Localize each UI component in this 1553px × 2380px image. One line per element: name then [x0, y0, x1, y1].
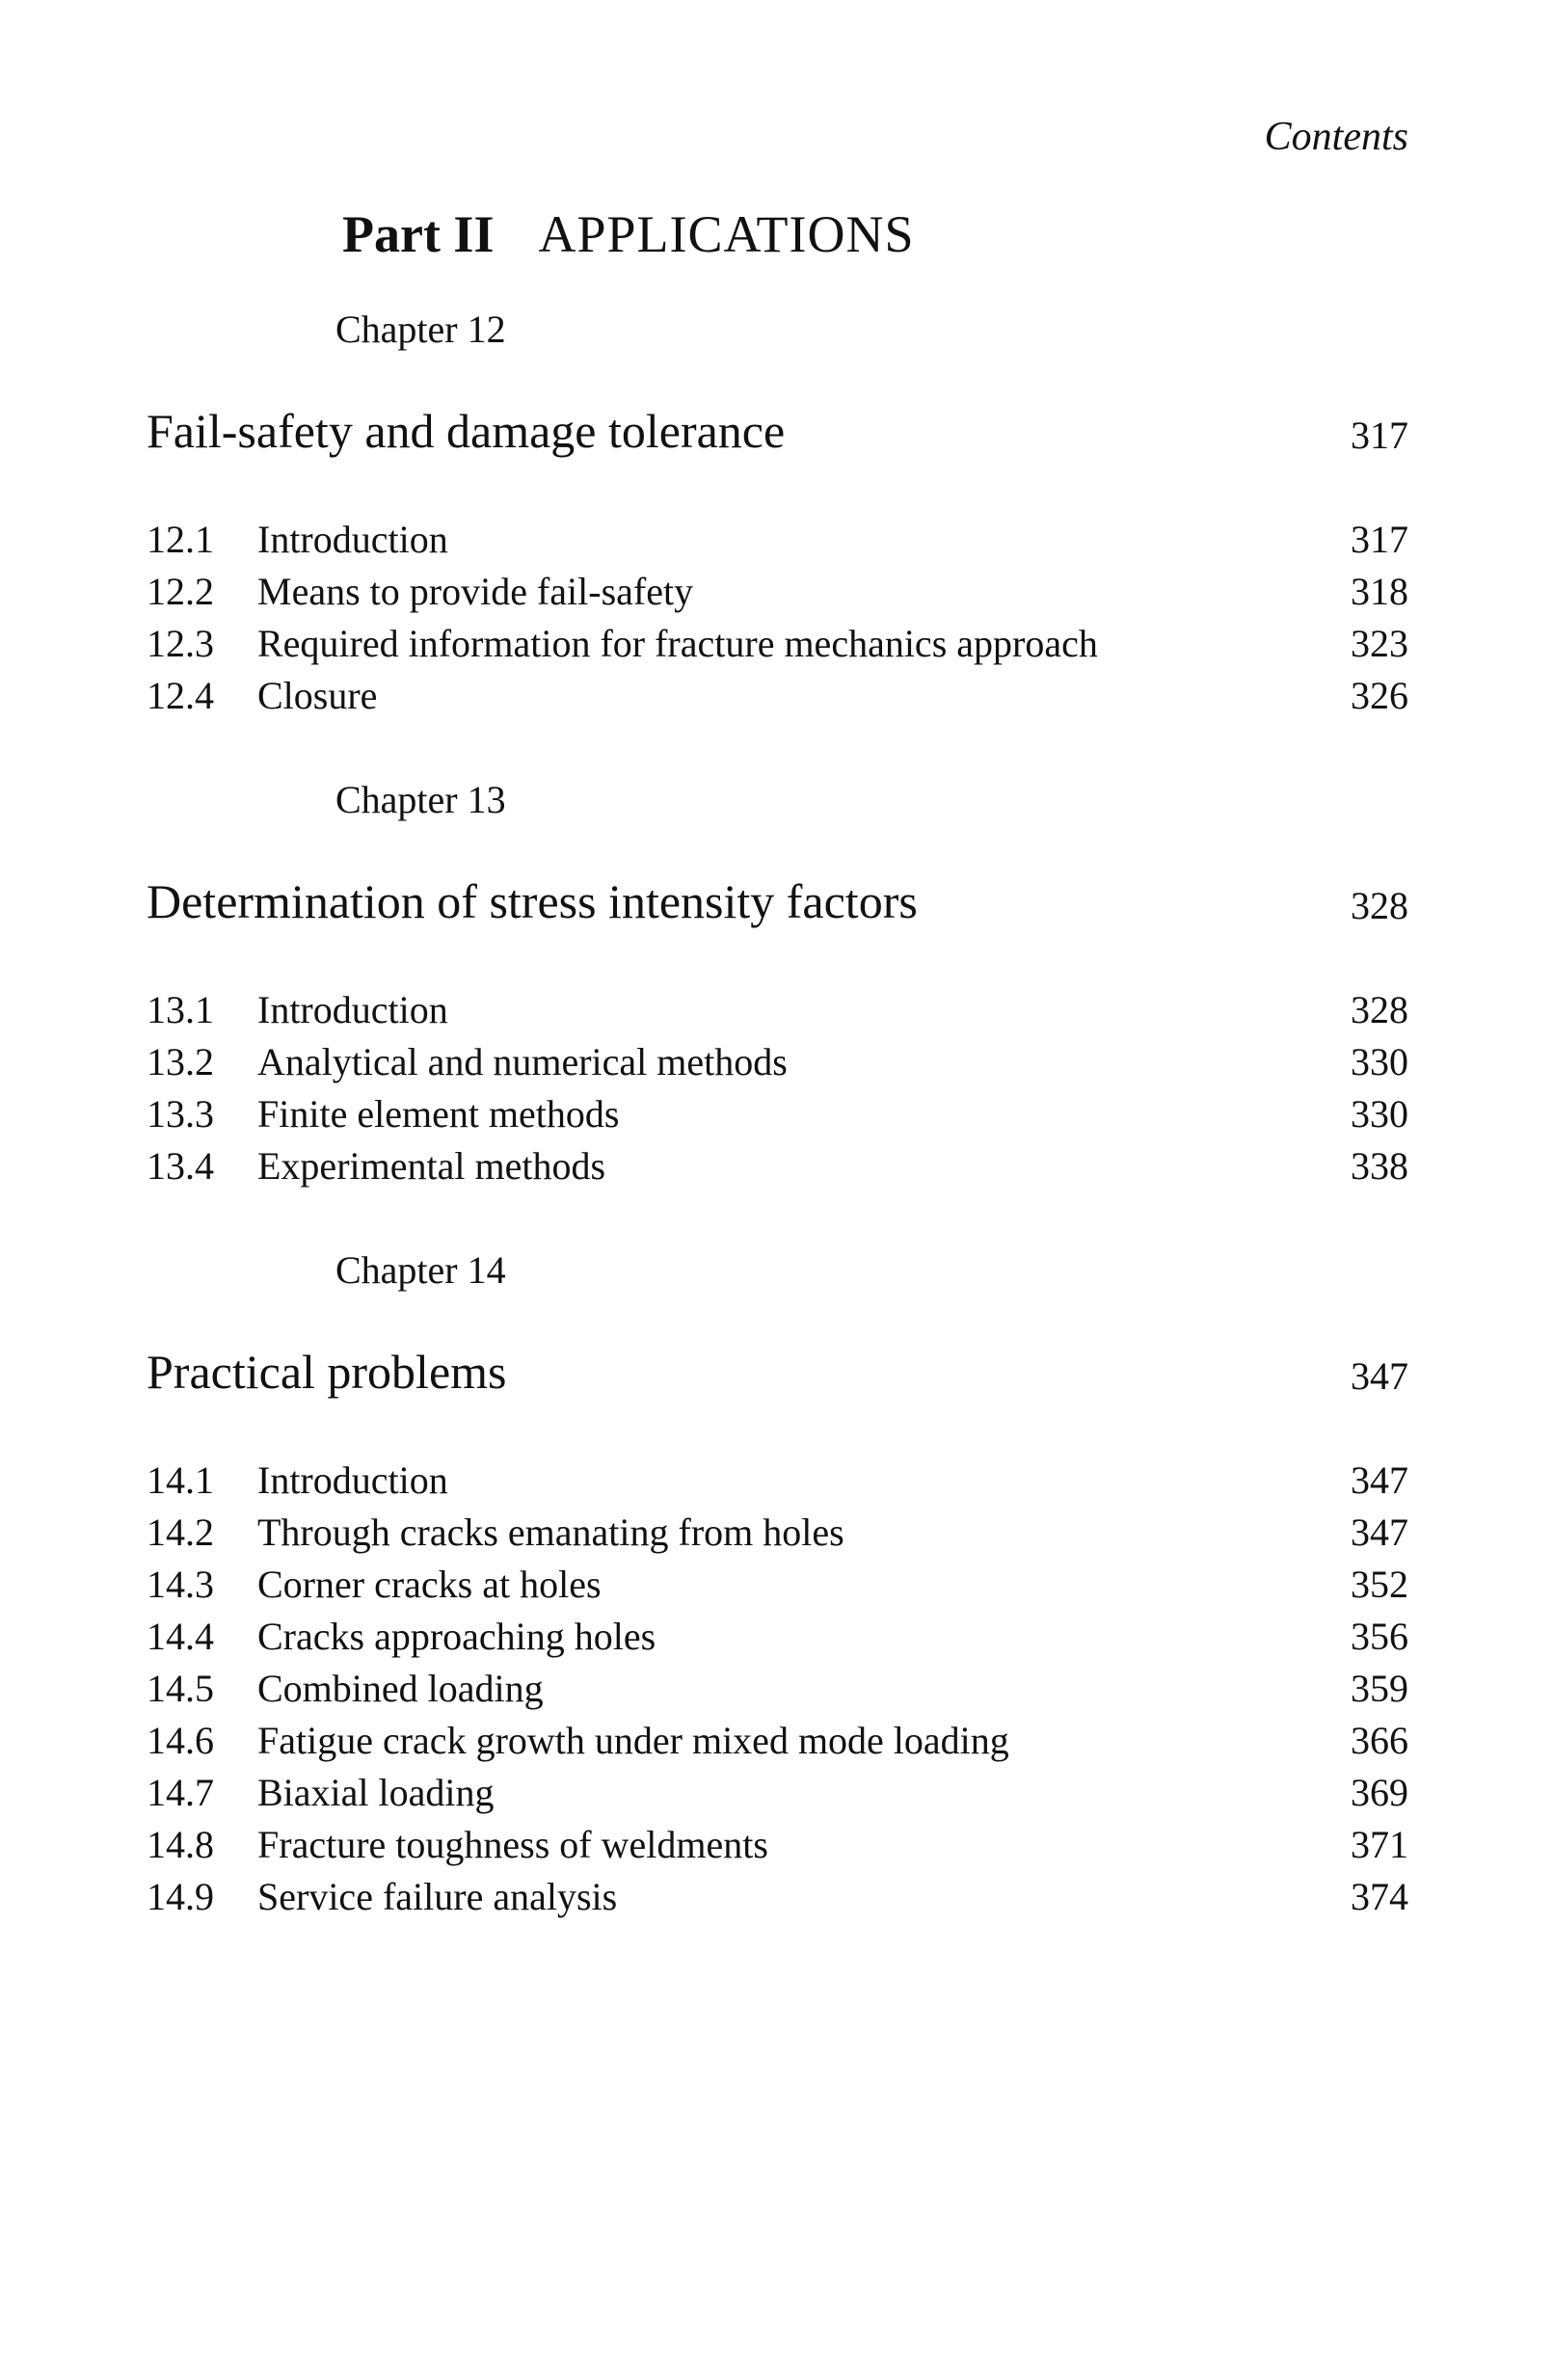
section-title: Required information for fracture mechanics approach — [257, 622, 1098, 665]
section-entry — [147, 1559, 1408, 1611]
section-title: Fracture toughness of weldments — [257, 1823, 768, 1866]
part-label: Part II — [342, 205, 495, 263]
section-entry — [147, 618, 1408, 670]
section-title: Corner cracks at holes — [257, 1563, 602, 1606]
section-title: Service failure analysis — [257, 1875, 618, 1918]
chapter-title: Practical problems — [147, 1345, 507, 1399]
section-number: 14.6 — [147, 1719, 214, 1762]
section-number: 14.2 — [147, 1511, 214, 1554]
section-number: 14.8 — [147, 1823, 214, 1866]
section-entry — [147, 1507, 1408, 1559]
part-title: APPLICATIONS — [538, 205, 915, 263]
chapter-label: Chapter 13 — [335, 778, 506, 821]
section-number: 13.4 — [147, 1144, 214, 1188]
section-page-number: 359 — [1351, 1667, 1408, 1710]
section-entry — [147, 984, 1408, 1036]
section-list — [147, 1455, 1408, 1923]
section-page-number: 347 — [1351, 1458, 1408, 1502]
section-title: Introduction — [257, 988, 448, 1031]
section-entry — [147, 514, 1408, 566]
section-number: 14.1 — [147, 1458, 214, 1502]
section-title: Experimental methods — [257, 1144, 606, 1188]
section-title: Finite element methods — [257, 1092, 620, 1136]
section-page-number: 328 — [1351, 988, 1408, 1031]
section-page-number: 326 — [1351, 674, 1408, 717]
part-heading — [342, 204, 915, 264]
chapter-page-number: 328 — [1351, 884, 1408, 927]
section-list — [147, 984, 1408, 1192]
section-title: Closure — [257, 674, 378, 717]
section-number: 14.4 — [147, 1615, 214, 1658]
section-number: 14.3 — [147, 1563, 214, 1606]
chapter-label: Chapter 12 — [335, 308, 506, 351]
section-number: 14.7 — [147, 1771, 214, 1814]
section-entry — [147, 670, 1408, 722]
section-entry — [147, 1715, 1408, 1767]
chapter-page-number: 347 — [1351, 1354, 1408, 1398]
section-page-number: 330 — [1351, 1092, 1408, 1136]
section-page-number: 356 — [1351, 1615, 1408, 1658]
section-page-number: 338 — [1351, 1144, 1408, 1188]
section-list — [147, 514, 1408, 722]
section-title: Fatigue crack growth under mixed mode loading — [257, 1719, 1009, 1762]
section-entry — [147, 1819, 1408, 1871]
section-number: 14.5 — [147, 1667, 214, 1710]
section-entry — [147, 1611, 1408, 1663]
section-page-number: 317 — [1351, 518, 1408, 561]
section-page-number: 374 — [1351, 1875, 1408, 1918]
section-entry — [147, 1088, 1408, 1140]
section-page-number: 366 — [1351, 1719, 1408, 1762]
section-title: Cracks approaching holes — [257, 1615, 656, 1658]
section-title: Analytical and numerical methods — [257, 1040, 788, 1083]
section-number: 13.3 — [147, 1092, 214, 1136]
section-title: Combined loading — [257, 1667, 544, 1710]
section-entry — [147, 1455, 1408, 1507]
section-title: Means to provide fail-safety — [257, 570, 694, 613]
chapter-title: Determination of stress intensity factors — [147, 874, 918, 928]
section-number: 12.2 — [147, 570, 214, 613]
section-title: Biaxial loading — [257, 1771, 495, 1814]
chapter-page-number: 317 — [1351, 414, 1408, 457]
section-entry — [147, 1036, 1408, 1088]
section-number: 14.9 — [147, 1875, 214, 1918]
chapter-title: Fail-safety and damage tolerance — [147, 404, 786, 458]
section-entry — [147, 1663, 1408, 1715]
section-page-number: 323 — [1351, 622, 1408, 665]
section-page-number: 330 — [1351, 1040, 1408, 1083]
section-number: 12.1 — [147, 518, 214, 561]
section-number: 12.3 — [147, 622, 214, 665]
running-head: Contents — [1264, 115, 1408, 159]
section-number: 12.4 — [147, 674, 214, 717]
section-title: Introduction — [257, 1458, 448, 1502]
section-page-number: 352 — [1351, 1563, 1408, 1606]
section-entry — [147, 1871, 1408, 1923]
section-page-number: 369 — [1351, 1771, 1408, 1814]
section-title: Introduction — [257, 518, 448, 561]
section-entry — [147, 566, 1408, 618]
section-number: 13.2 — [147, 1040, 214, 1083]
section-title: Through cracks emanating from holes — [257, 1511, 844, 1554]
section-page-number: 347 — [1351, 1511, 1408, 1554]
chapter-label: Chapter 14 — [335, 1248, 506, 1292]
section-page-number: 318 — [1351, 570, 1408, 613]
section-page-number: 371 — [1351, 1823, 1408, 1866]
section-entry — [147, 1140, 1408, 1192]
section-entry — [147, 1767, 1408, 1819]
section-number: 13.1 — [147, 988, 214, 1031]
